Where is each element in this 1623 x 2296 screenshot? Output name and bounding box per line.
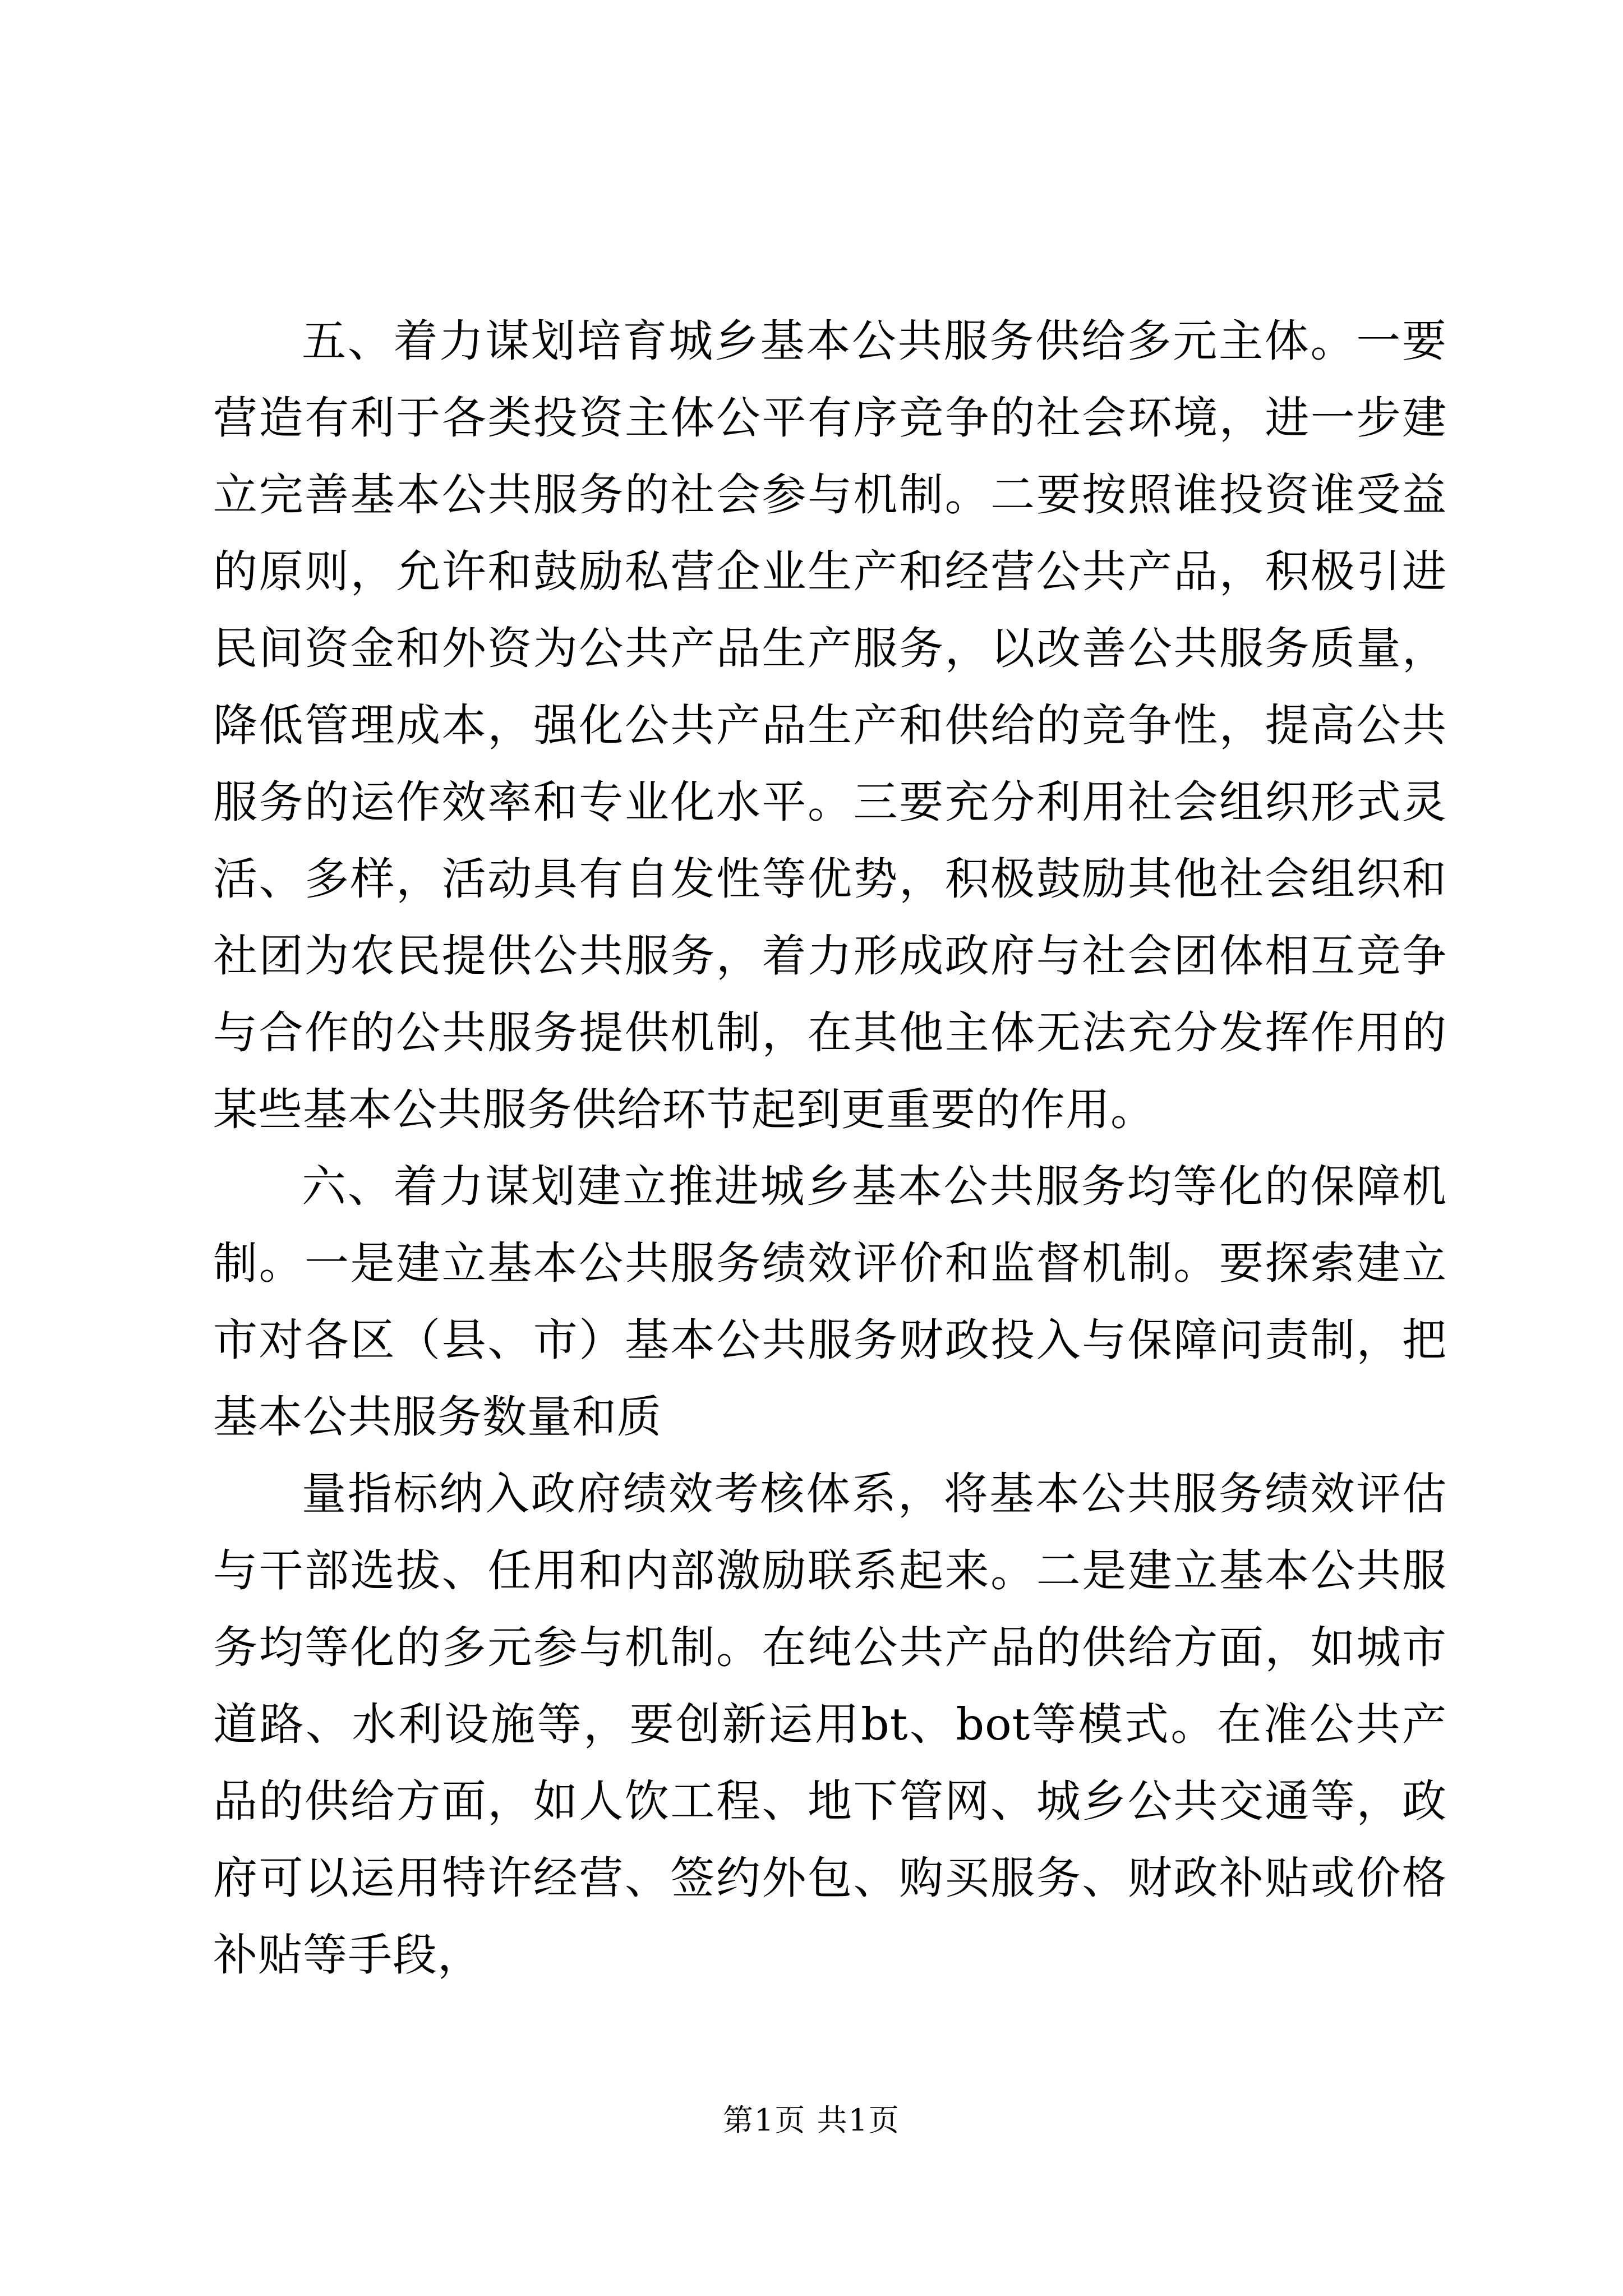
paragraph-6: 六、着力谋划建立推进城乡基本公共服务均等化的保障机制。一是建立基本公共服务绩效评价和监督机制。要探索建立市对各区（县、市）基本公共服务财政投入与保障问责制，把基本公共服务数量和质 [213,1161,1447,1443]
document-body [213,303,1447,1994]
paragraph-continued: 量指标纳入政府绩效考核体系，将基本公共服务绩效评估与干部选拔、任用和内部激励联系起来。二是建立基本公共服务均等化的多元参与机制。在纯公共产品的供给方面，如城市道路、水利设施等，要创新运用bt、bot等模式。在准公共产品的供给方面，如人饮工程、地下管网、城乡公共交通等，政府可以运用特许经营、签约外包、购买服务、财政补贴或价格补贴等手段， [213,1468,1447,1981]
paragraph-5: 五、着力谋划培育城乡基本公共服务供给多元主体。一要营造有利于各类投资主体公平有序竞争的社会环境，进一步建立完善基本公共服务的社会参与机制。二要按照谁投资谁受益的原则，允许和鼓励私营企业生产和经营公共产品，积极引进民间资金和外资为公共产品生产服务，以改善公共服务质量，降低管理成本，强化公共产品生产和供给的竞争性，提高公共服务的运作效率和专业化水平。三要充分利用社会组织形式灵活、多样，活动具有自发性等优势，积极鼓励其他社会组织和社团为农民提供公共服务，着力形成政府与社会团体相互竞争与合作的公共服务提供机制，在其他主体无法充分发挥作用的某些基本公共服务供给环节起到更重要的作用。 [213,315,1447,1135]
page-footer: 第1页 共1页 [723,2102,900,2138]
